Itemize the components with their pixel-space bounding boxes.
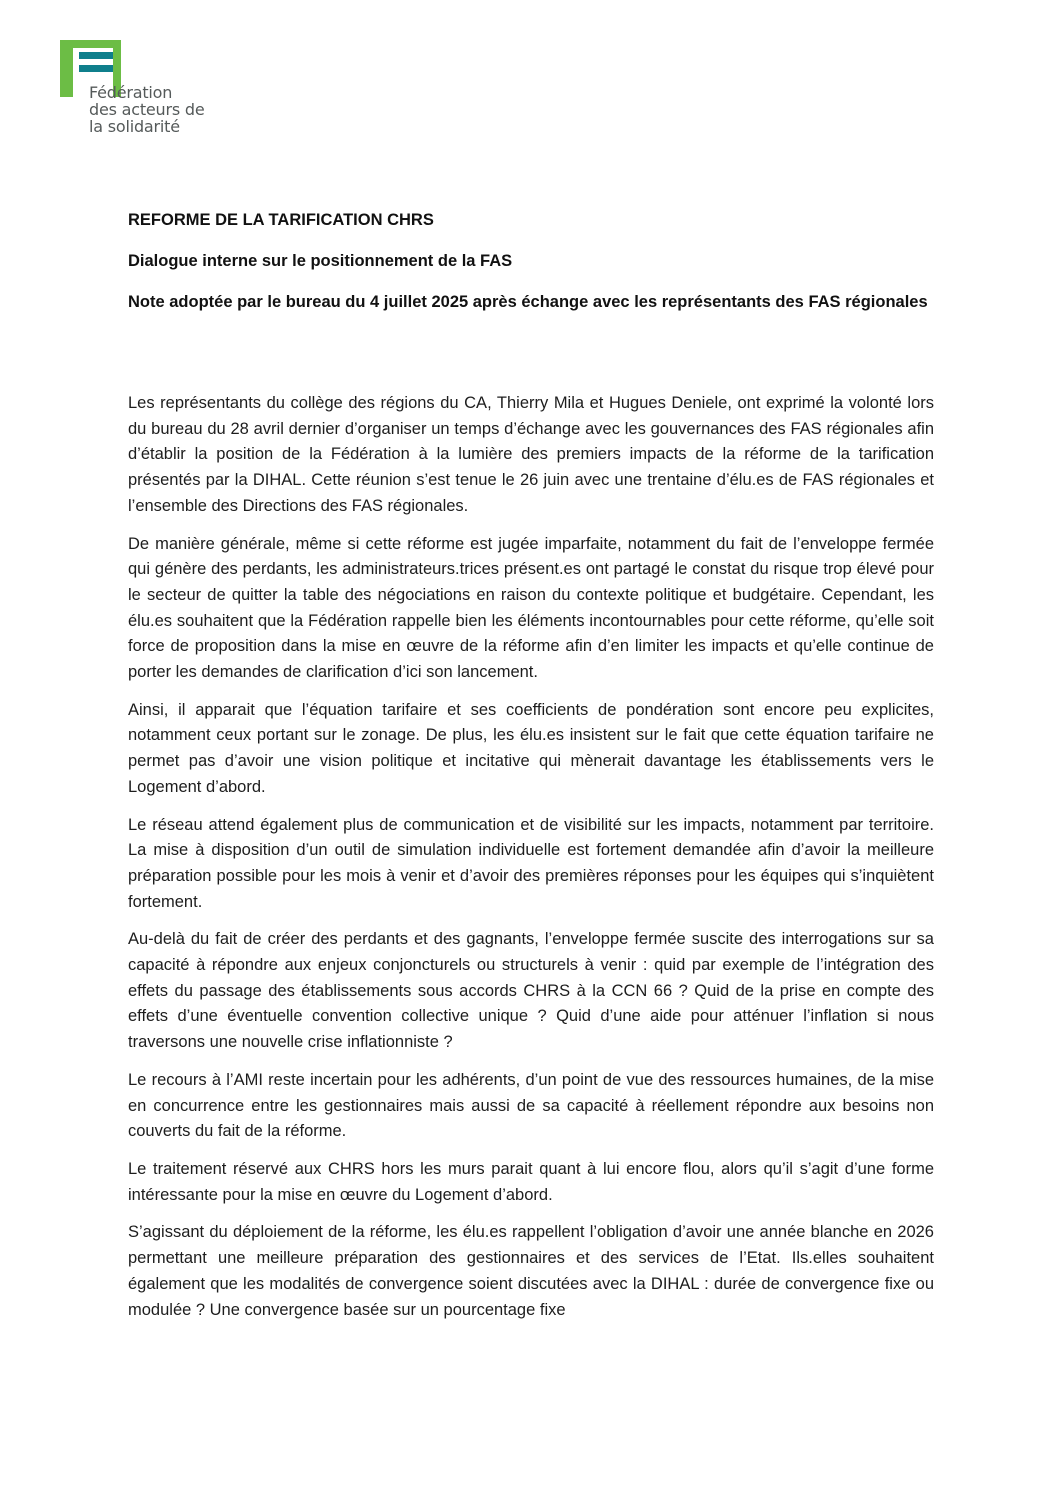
logo-line: Fédération <box>89 83 173 102</box>
paragraph: De manière générale, même si cette réforme est jugée imparfaite, notamment du fait de l’enveloppe fermée qui génère des perdants, les administrateurs.trices présent.es ont partagé le constat du risque trop élevé pour le secteur de quitter la table des négociations en raison du contexte politique et budgétaire. Cependant, les élu.es souhaitent que la Fédération rappelle bien les éléments incontournables pour cette réforme, qu’elle soit force de proposition dans la mise en œuvre de la réforme afin d’en limiter les impacts et qu’elle continue de porter les demandes de clarification d’ici son lancement. <box>128 534 934 682</box>
paragraph: Le recours à l’AMI reste incertain pour les adhérents, d’un point de vue des ressources humaines, de la mise en concurrence entre les gestionnaires mais aussi de sa capacité à réellement répondre aux besoins non couverts du fait de la réforme. <box>128 1070 934 1141</box>
paragraph: Les représentants du collège des régions du CA, Thierry Mila et Hugues Deniele, ont exprimé la volonté lors du bureau du 28 avril dernier d’organiser un temps d’échange avec les gouvernances des FAS régionales afin d’établir la position de la Fédération à la lumière des premiers impacts de la réforme de la tarification présentés par la DIHAL. Cette réunion s’est tenue le 26 juin avec une trentaine d’élu.es de FAS régionales et l’ensemble des Directions des FAS régionales. <box>128 394 934 515</box>
paragraph: Au-delà du fait de créer des perdants et des gagnants, l’enveloppe fermée suscite des interrogations sur sa capacité à répondre aux enjeux conjoncturels ou structurels à venir : quid par exemple de l’intégration des effets du passage des établissements sous accords CHRS à la CCN 66 ? Quid de la prise en compte des effets d’une éventuelle convention collective unique ? Quid d’une aide pour atténuer l’inflation si nous traversons une nouvelle crise inflationniste ? <box>128 930 934 1052</box>
document-titles <box>128 208 934 315</box>
paragraph: Ainsi, il apparait que l’équation tarifaire et ses coefficients de pondération sont encore peu explicites, notamment ceux portant sur le zonage. De plus, les élu.es insistent sur le fait que cette équation tarifaire ne permet pas d’avoir une vision politique et incitative qui mènerait davantage les établissements vers le Logement d’abord. <box>128 700 934 796</box>
document-body <box>128 391 934 1335</box>
subtitle: Dialogue interne sur le positionnement de la FAS <box>128 252 513 270</box>
paragraph: S’agissant du déploiement de la réforme, les élu.es rappellent l’obligation d’avoir une année blanche en 2026 permettant une meilleure préparation des gestionnaires et des services de l’Etat. Ils.elles souhaitent également que les modalités de convergence soient discutées avec la DIHAL : durée de convergence fixe ou modulée ? Une convergence basée sur un pourcentage fixe <box>128 1223 934 1319</box>
logo-line: des acteurs de <box>89 100 205 119</box>
logo-wordmark <box>89 84 204 135</box>
paragraph: Le réseau attend également plus de communication et de visibilité sur les impacts, notamment par territoire. La mise à disposition d’un outil de simulation individuelle est fortement demandée afin d’avoir la meilleure préparation possible pour les mois à venir et d’avoir des premières réponses pour les équipes qui s’inquiètent fortement. <box>128 815 934 911</box>
main-title: REFORME DE LA TARIFICATION CHRS <box>128 211 434 229</box>
adoption-note: Note adoptée par le bureau du 4 juillet 2025 après échange avec les représentants des FAS régionales <box>128 293 928 311</box>
paragraph: Le traitement réservé aux CHRS hors les murs parait quant à lui encore flou, alors qu’il s’agit d’une forme intéressante pour la mise en œuvre du Logement d’abord. <box>128 1159 934 1204</box>
logo-line: la solidarité <box>89 117 180 136</box>
fas-logo <box>60 40 260 140</box>
